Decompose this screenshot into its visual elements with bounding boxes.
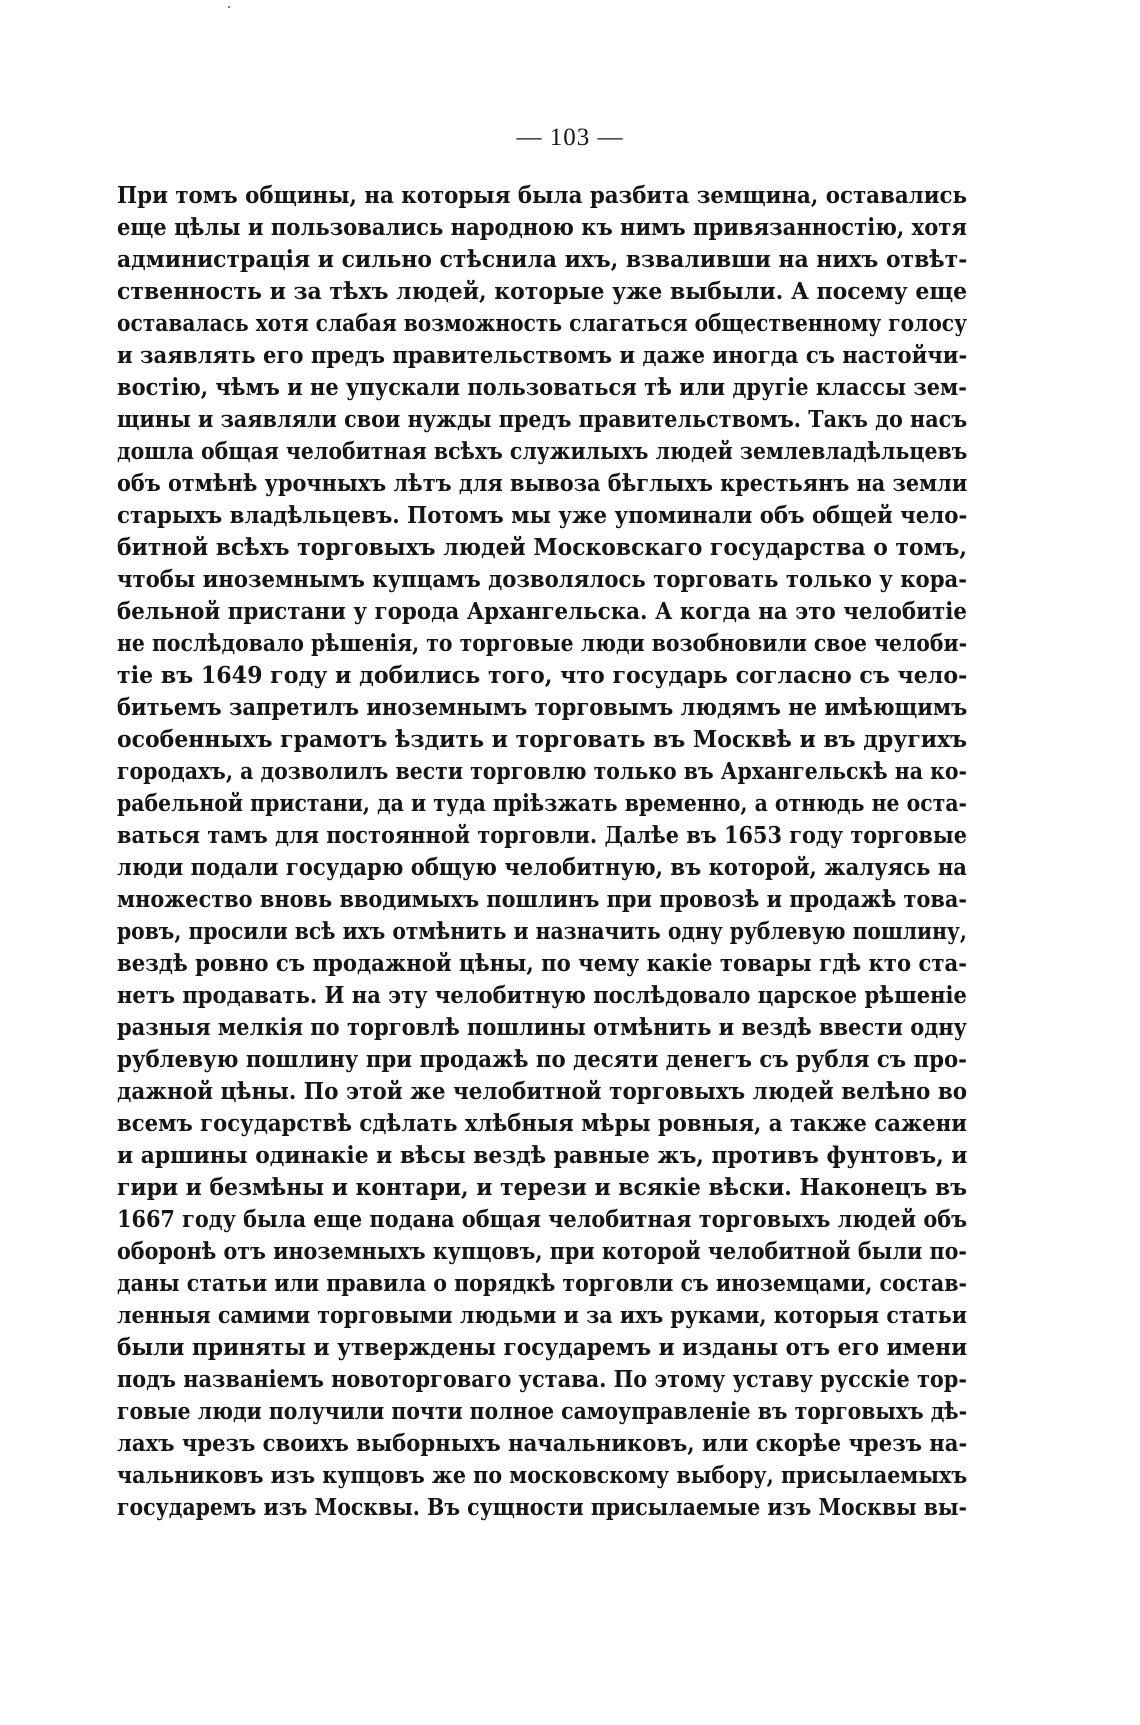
text-line: администрація и сильно стѣснила ихъ, взваливши на нихъ отвѣт- bbox=[117, 246, 968, 273]
text-line: даны статьи или правила о порядкѣ торговли съ иноземцами, состав- bbox=[117, 1270, 967, 1297]
text-line: объ отмѣнѣ урочныхъ лѣтъ для вывоза бѣглыхъ крестьянъ на земли bbox=[117, 470, 968, 497]
paper-speck bbox=[228, 6, 230, 8]
text-line: ваться тамъ для постоянной торговли. Далѣе въ 1653 году торговые bbox=[117, 822, 967, 849]
text-line: При томъ общины, на которыя была разбита земщина, оставались bbox=[117, 182, 968, 209]
text-line: вездѣ ровно съ продажной цѣны, по чему какіе товары гдѣ кто ста- bbox=[117, 950, 968, 977]
text-line: ровъ, просили всѣ ихъ отмѣнить и назначить одну рублевую пошлину, bbox=[117, 918, 967, 945]
text-line: дажной цѣны. По этой же челобитной торговыхъ людей велѣно во bbox=[117, 1078, 968, 1105]
text-line: городахъ, а дозволилъ вести торговлю только въ Архангельскѣ на ко- bbox=[117, 758, 967, 785]
text-line: множество вновь вводимыхъ пошлинъ при провозѣ и продажѣ това- bbox=[117, 886, 968, 913]
text-line: разныя мелкія по торговлѣ пошлины отмѣнить и вездѣ ввести одну bbox=[117, 1014, 968, 1041]
text-line: не послѣдовало рѣшенія, то торговые люди возобновили свое челоби- bbox=[117, 630, 968, 657]
text-line: особенныхъ грамотъ ѣздить и торговать въ Москвѣ и въ другихъ bbox=[117, 726, 968, 753]
text-line: и заявлять его предъ правительствомъ и даже иногда съ настойчи- bbox=[117, 342, 968, 369]
text-line: рабельной пристани, да и туда пріѣзжать временно, а отнюдь не оста- bbox=[117, 790, 968, 817]
text-line: ленныя самими торговыми людьми и за ихъ руками, которыя статьи bbox=[117, 1302, 968, 1329]
text-line: нетъ продавать. И на эту челобитную послѣдовало царское рѣшеніе bbox=[117, 982, 967, 1009]
text-line: государемъ изъ Москвы. Въ сущности присылаемые изъ Москвы вы- bbox=[117, 1494, 967, 1521]
text-line: гири и безмѣны и контари, и терези и всякіе вѣски. Наконецъ въ bbox=[117, 1174, 967, 1201]
text-line: 1667 году была еще подана общая челобитная торговыхъ людей объ bbox=[117, 1206, 968, 1233]
text-line: ственность и за тѣхъ людей, которые уже выбыли. А посему еще bbox=[117, 278, 968, 305]
text-line: были приняты и утверждены государемъ и изданы отъ его имени bbox=[117, 1334, 968, 1361]
text-line: чтобы иноземнымъ купцамъ дозволялось торговать только у кора- bbox=[117, 566, 968, 593]
text-line: щины и заявляли свои нужды предъ правительствомъ. Такъ до насъ bbox=[117, 406, 968, 433]
text-line: дошла общая челобитная всѣхъ служилыхъ людей землевладѣльцевъ bbox=[117, 438, 968, 465]
text-line: и аршины одинакіе и вѣсы вездѣ равные жъ, противъ фунтовъ, и bbox=[117, 1142, 968, 1169]
text-line: битной всѣхъ торговыхъ людей Московскаго государства о томъ, bbox=[117, 534, 968, 561]
text-line: рублевую пошлину при продажѣ по десяти денегъ съ рубля съ про- bbox=[117, 1046, 967, 1073]
text-line: тіе въ 1649 году и добились того, что государь согласно съ чело- bbox=[117, 662, 968, 689]
text-line: старыхъ владѣльцевъ. Потомъ мы уже упоминали объ общей чело- bbox=[117, 502, 968, 529]
page-number: — 103 — bbox=[516, 124, 624, 151]
text-line: люди подали государю общую челобитную, въ которой, жалуясь на bbox=[117, 854, 967, 881]
text-line: востію, чѣмъ и не упускали пользоваться тѣ или другіе классы зем- bbox=[117, 374, 967, 401]
text-line: говые люди получили почти полное самоуправленіе въ торговыхъ дѣ- bbox=[117, 1398, 968, 1425]
text-line: лахъ чрезъ своихъ выборныхъ начальниковъ, или скорѣе чрезъ на- bbox=[117, 1430, 968, 1457]
text-line: еще цѣлы и пользовались народною къ нимъ привязанностію, хотя bbox=[117, 214, 967, 241]
text-line: бельной пристани у города Архангельска. А когда на это челобитіе bbox=[117, 598, 968, 625]
text-line: оставалась хотя слабая возможность слагаться общественному голосу bbox=[117, 310, 968, 337]
text-line: всемъ государствѣ сдѣлать хлѣбныя мѣры ровныя, а также сажени bbox=[117, 1110, 967, 1137]
text-line: битьемъ запретилъ иноземнымъ торговымъ людямъ не имѣющимъ bbox=[117, 694, 968, 721]
text-line: подъ названіемъ новоторговаго устава. По этому уставу русскіе тор- bbox=[117, 1366, 968, 1393]
body-text bbox=[117, 180, 967, 1524]
text-line: оборонѣ отъ иноземныхъ купцовъ, при которой челобитной были по- bbox=[117, 1238, 967, 1265]
text-line: чальниковъ изъ купцовъ же по московскому выбору, присылаемыхъ bbox=[117, 1462, 968, 1489]
